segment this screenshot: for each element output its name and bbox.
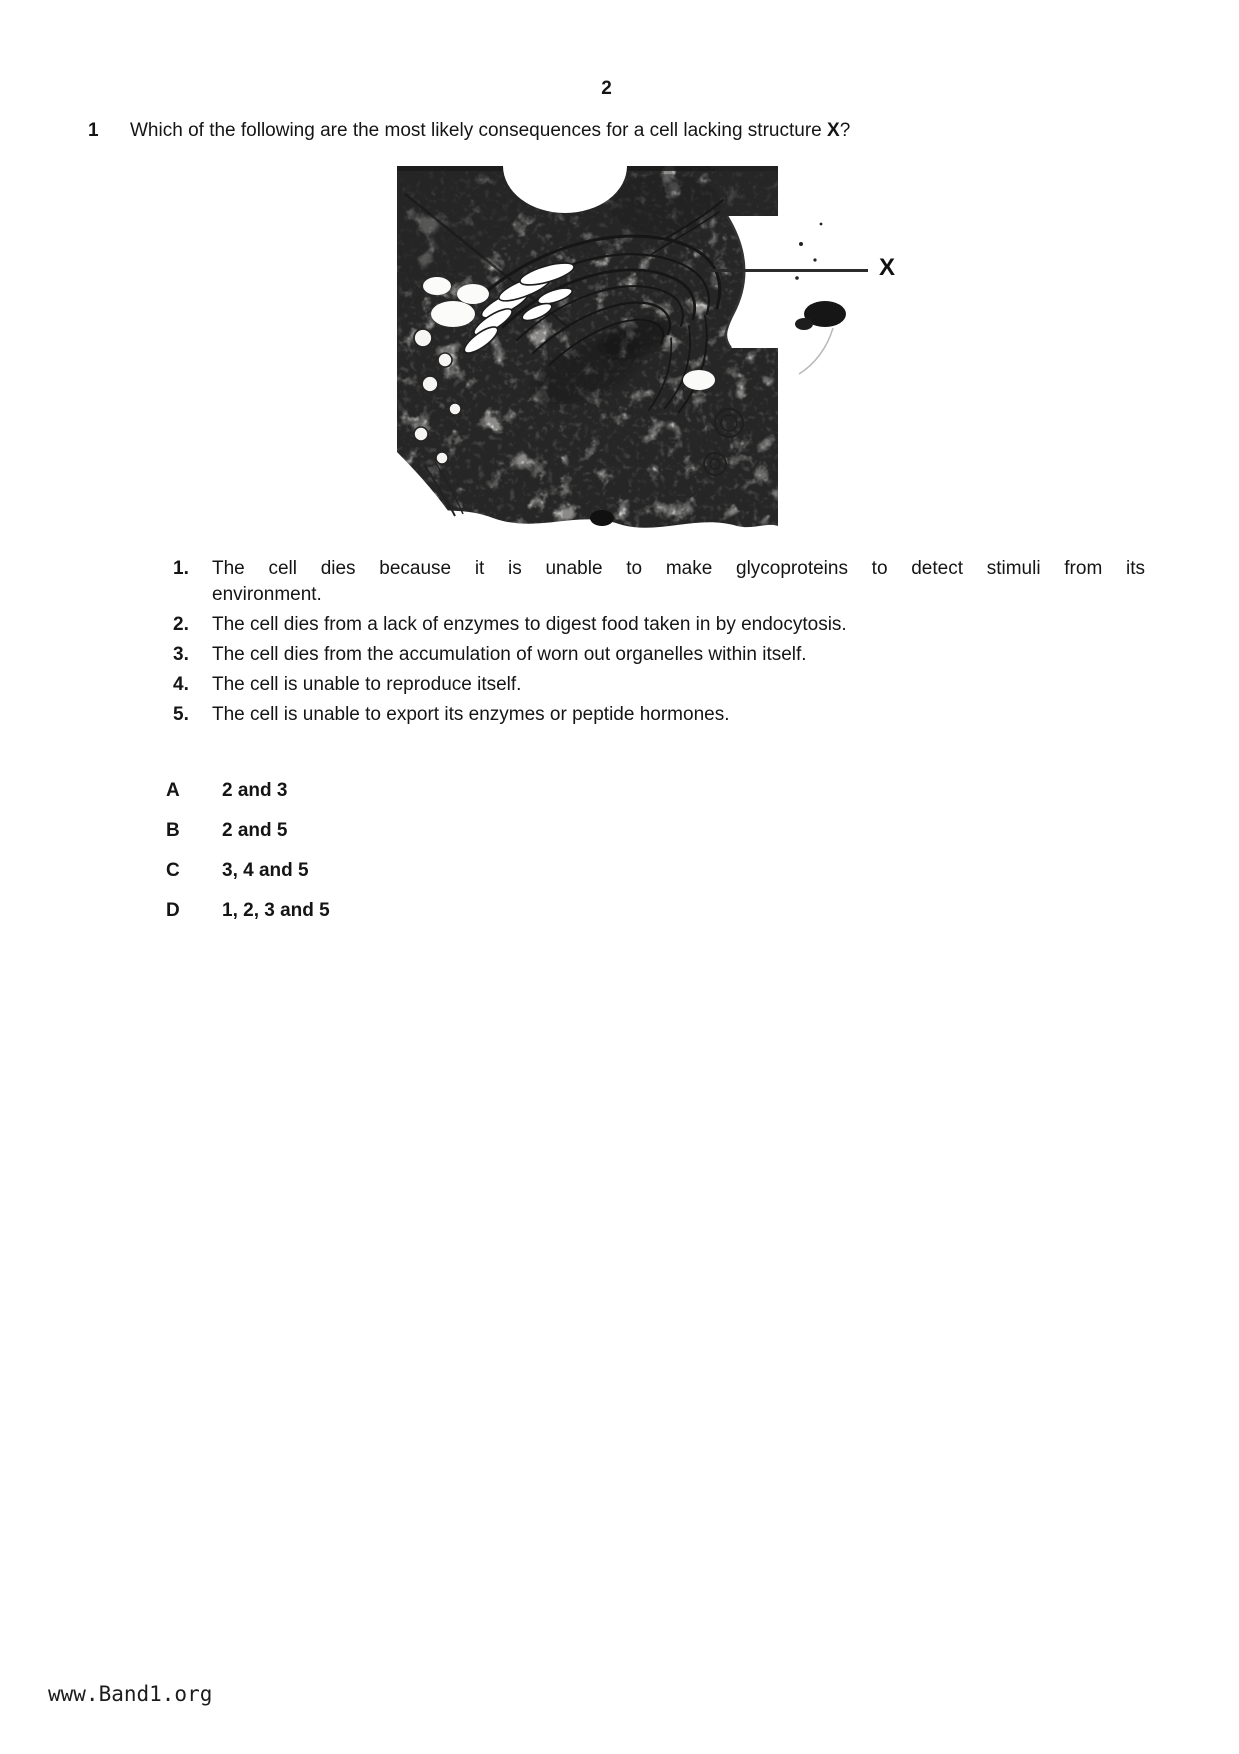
statement-number: 5. — [173, 704, 189, 725]
figure-label-pointer-line — [705, 269, 868, 272]
question-punctuation: ? — [839, 120, 851, 141]
statement-text: The cell dies from the accumulation of worn out organelles within itself. — [212, 644, 807, 665]
statement-item-2 — [173, 612, 1145, 638]
option-d — [166, 898, 330, 924]
option-letter: A — [166, 780, 180, 801]
statement-text: The cell is unable to reproduce itself. — [212, 674, 522, 695]
statement-1-line-2: environment. — [212, 584, 322, 605]
option-letter: D — [166, 900, 180, 921]
statement-text: The cell dies from a lack of enzymes to digest food taken in by endocytosis. — [212, 614, 847, 635]
statement-item-3 — [173, 642, 1145, 668]
option-letter: B — [166, 820, 180, 841]
statement-number: 2. — [173, 614, 189, 635]
option-value: 1, 2, 3 and 5 — [222, 900, 330, 921]
question-number: 1 — [88, 120, 99, 141]
statement-number: 1. — [173, 558, 189, 579]
statement-number: 4. — [173, 674, 189, 695]
question-text: Which of the following are the most likely consequences for a cell lacking structure — [130, 120, 827, 141]
option-letter: C — [166, 860, 180, 881]
option-c — [166, 858, 330, 884]
statement-item-5 — [173, 702, 1145, 728]
electron-micrograph-figure — [397, 166, 857, 530]
statement-1-line-1: The cell dies because it is unable to make glycoproteins to detect stimuli from its — [212, 558, 1145, 579]
statement-list — [173, 556, 1145, 732]
footer-url: www.Band1.org — [48, 1682, 213, 1706]
option-value: 2 and 5 — [222, 820, 288, 841]
option-value: 3, 4 and 5 — [222, 860, 309, 881]
figure-label-x: X — [879, 254, 896, 281]
option-value: 2 and 3 — [222, 780, 288, 801]
page-number: 2 — [601, 78, 612, 99]
statement-text: The cell is unable to export its enzymes or peptide hormones. — [212, 704, 730, 725]
electron-micrograph — [397, 166, 857, 530]
option-b — [166, 818, 330, 844]
statement-item-4 — [173, 672, 1145, 698]
answer-options — [166, 778, 330, 938]
statement-number: 3. — [173, 644, 189, 665]
question-row — [88, 118, 1168, 143]
option-a — [166, 778, 330, 804]
statement-item-1 — [173, 556, 1145, 608]
question-bold-term: X — [827, 120, 840, 141]
statement-text — [212, 556, 1145, 608]
